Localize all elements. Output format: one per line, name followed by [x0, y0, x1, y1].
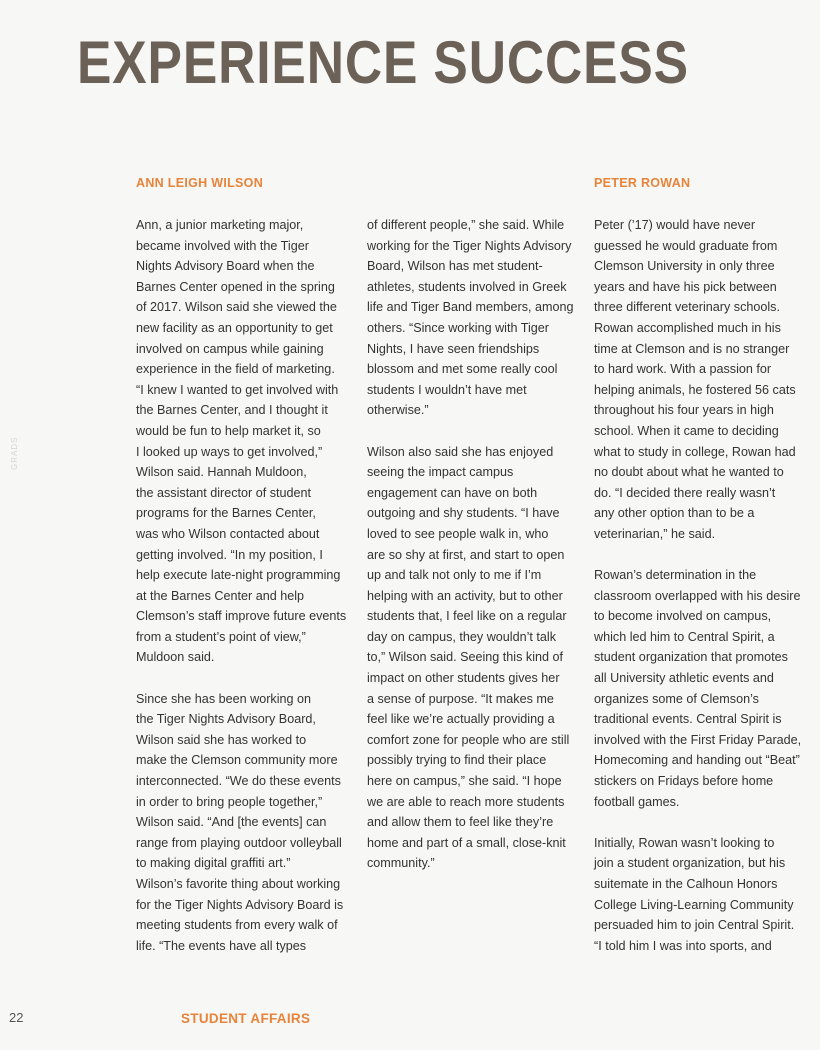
byline-peter-rowan: PETER ROWAN — [594, 176, 691, 190]
paragraph: of different people,” she said. While working for the Tiger Nights Advisory Board, Wilson has met student- athletes, students involved in Greek life and Tiger Band members, among others. “Since working with Tiger Nights, I have seen friendships blossom and met some really cool students I wouldn’t have met otherwise.” — [367, 218, 574, 418]
paragraph: Since she has been working on the Tiger Nights Advisory Board, Wilson said she has worked to make the Clemson community more interconnected. “We do these events in order to bring people together,” Wilson said. “And [the events] can range from playing outdoor volleyball to making digital graffiti art.” Wilson’s favorite thing about working for the Tiger Nights Advisory Board is meeting students from every walk of life. “The events have all types — [136, 691, 344, 953]
paragraph: Initially, Rowan wasn’t looking to join a student organization, but his suitemate in the Calhoun Honors College Living-Learning Community persuaded him to join Central Spirit. “I told him I was into sports, and — [594, 835, 795, 953]
paragraph: Peter (’17) would have never guessed he would graduate from Clemson University in only three years and have his pick between three different veterinary schools. Rowan accomplished much in his time at Clemson and is no stranger to hard work. With a passion for helping animals, he fostered 56 cats throughout his four years in high school. When it came to deciding what to study in college, Rowan had no doubt about what he wanted to do. “I decided there really wasn’t any other option than to be a veterinarian,” he said. — [594, 218, 796, 541]
section-label: STUDENT AFFAIRS — [181, 1011, 311, 1026]
article-column-3 — [594, 215, 816, 956]
side-label: GRADS — [10, 436, 19, 470]
page-title: EXPERIENCE SUCCESS — [77, 29, 689, 96]
article-column-2 — [367, 215, 599, 874]
paragraph: Rowan’s determination in the classroom overlapped with his desire to become involved on campus, which led him to Central Spirit, a student organization that promotes all University athletic events and organizes some of Clemson’s traditional events. Central Spirit is involved with the First Friday Parade, Homecoming and handing out “Beat” stickers on Fridays before home football games. — [594, 568, 802, 809]
paragraph: Ann, a junior marketing major, became involved with the Tiger Nights Advisory Board when the Barnes Center opened in the spring of 2017. Wilson said she viewed the new facility as an opportunity to get involved on campus while gaining experience in the field of marketing. “I knew I wanted to get involved with the Barnes Center, and I thought it would be fun to help market it, so I looked up ways to get involved,” Wilson said. Hannah Muldoon, the assistant director of student programs for the Barnes Center, was who Wilson contacted about getting involved. “In my position, I help execute late-night programming at the Barnes Center and help Clemson’s staff improve future events from a student’s point of view,” Muldoon said. — [136, 218, 347, 665]
page-number: 22 — [9, 1010, 24, 1025]
article-column-1 — [136, 215, 368, 956]
paragraph: Wilson also said she has enjoyed seeing the impact campus engagement can have on both outgoing and shy students. “I have loved to see people walk in, who are so shy at first, and start to open up and talk not only to me if I’m helping with an activity, but to other students that, I feel like on a regular day on campus, they wouldn’t talk to,” Wilson said. Seeing this kind of impact on other students gives her a sense of purpose. “It makes me feel like we’re actually providing a comfort zone for people who are still possibly trying to find their place here on campus,” she said. “I hope we are able to reach more students and allow them to feel like they’re home and part of a small, close-knit community.” — [367, 444, 570, 871]
byline-ann-leigh-wilson: ANN LEIGH WILSON — [136, 176, 264, 190]
